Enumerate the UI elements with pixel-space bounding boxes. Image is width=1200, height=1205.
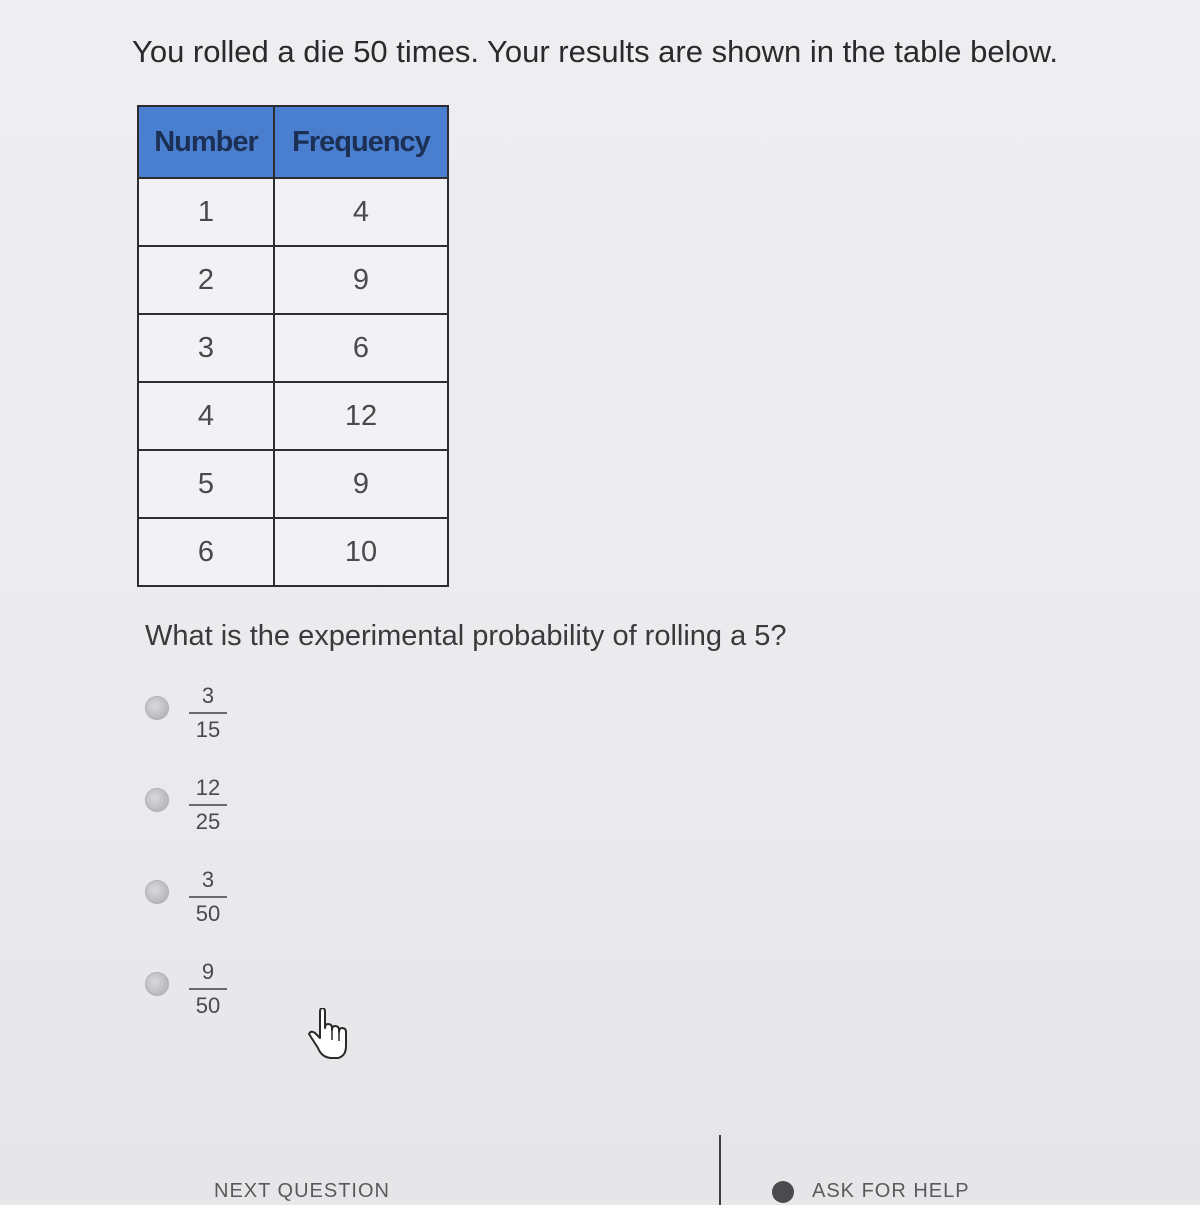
frequency-cell: 10: [274, 518, 448, 586]
number-cell: 2: [138, 246, 274, 314]
number-cell: 5: [138, 450, 274, 518]
frequency-cell: 9: [274, 246, 448, 314]
table-row: [138, 382, 448, 450]
fraction-denominator: 50: [195, 901, 221, 926]
fraction-denominator: 15: [195, 717, 221, 742]
fraction-numerator: 3: [201, 683, 215, 708]
answer-choices: [145, 682, 265, 1050]
fraction: [189, 774, 227, 836]
radio-button[interactable]: [145, 972, 169, 996]
fraction: [189, 682, 227, 744]
radio-button[interactable]: [145, 696, 169, 720]
fraction-numerator: 12: [195, 775, 221, 800]
fraction: [189, 958, 227, 1020]
help-icon: [772, 1181, 794, 1203]
number-cell: 4: [138, 382, 274, 450]
table-row: [138, 450, 448, 518]
fraction-denominator: 25: [195, 809, 221, 834]
answer-choice-3[interactable]: [145, 866, 265, 958]
radio-button[interactable]: [145, 880, 169, 904]
frequency-cell: 12: [274, 382, 448, 450]
radio-button[interactable]: [145, 788, 169, 812]
frequency-cell: 4: [274, 178, 448, 246]
frequency-table: [137, 105, 449, 587]
answer-choice-2[interactable]: [145, 774, 265, 866]
fraction-bar: [189, 804, 227, 806]
table-row: [138, 178, 448, 246]
column-header-number: Number: [138, 106, 274, 178]
table-row: [138, 314, 448, 382]
number-cell: 3: [138, 314, 274, 382]
fraction-denominator: 50: [195, 993, 221, 1018]
table-header-row: [138, 106, 448, 178]
hand-pointer-icon: [302, 1008, 352, 1064]
answer-choice-4[interactable]: [145, 958, 265, 1050]
number-cell: 1: [138, 178, 274, 246]
fraction-numerator: 3: [201, 867, 215, 892]
number-cell: 6: [138, 518, 274, 586]
footer-divider: [719, 1135, 721, 1205]
answer-choice-1[interactable]: [145, 682, 265, 774]
frequency-cell: 9: [274, 450, 448, 518]
fraction-bar: [189, 712, 227, 714]
table-row: [138, 246, 448, 314]
ask-for-help-label: ASK FOR HELP: [812, 1180, 970, 1202]
table-row: [138, 518, 448, 586]
question-prompt: You rolled a die 50 times. Your results are shown in the table below.: [132, 34, 1059, 69]
next-question-button[interactable]: NEXT QUESTION: [214, 1180, 390, 1202]
column-header-frequency: Frequency: [274, 106, 448, 178]
fraction-numerator: 9: [201, 959, 215, 984]
fraction-bar: [189, 896, 227, 898]
fraction-bar: [189, 988, 227, 990]
probability-question: What is the experimental probability of rolling a 5?: [145, 620, 787, 652]
fraction: [189, 866, 227, 928]
frequency-cell: 6: [274, 314, 448, 382]
